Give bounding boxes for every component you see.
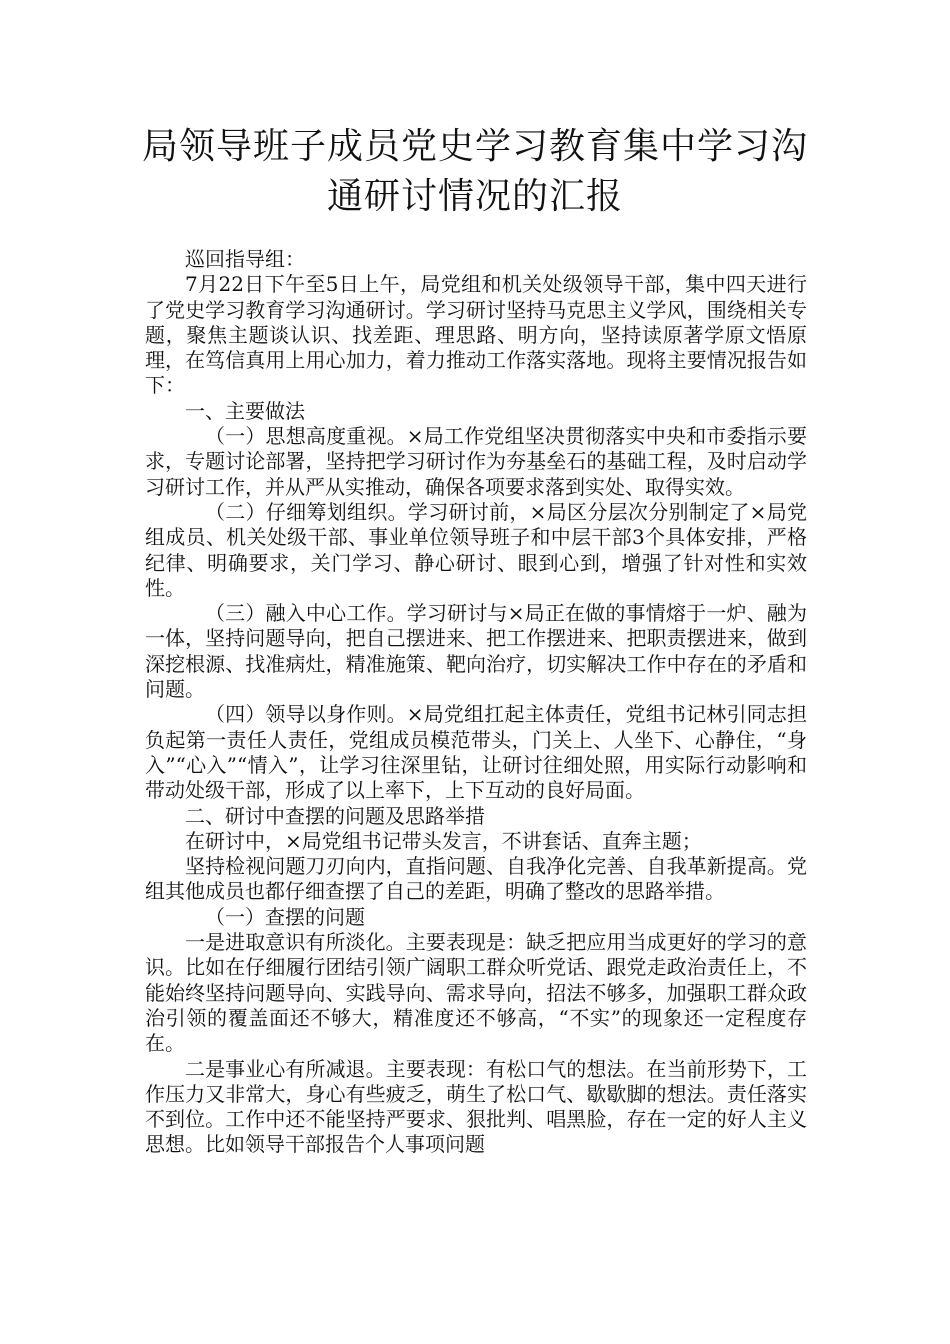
problem-paragraph-1: 一是进取意识有所淡化。主要表现是：缺乏把应用当成更好的学习的意识。比如在仔细履行团结引领广阔职工群众听党话、跟党走政治责任上，不能始终坚持问题导向、实践导向、需求导向，招法不够多，加强职工群众政治引领的覆盖面还不够大，精准度还不够高，“不实”的现象还一定程度存在。 xyxy=(145,930,807,1056)
subsection-4: （四）领导以身作则。×局党组扛起主体责任，党组书记林引同志担负起第一责任人责任，党组成员模范带头，门关上、人坐下、心静住，“身入”“心入”“情入”，让学习往深里钻，让研讨往细处照，用实际行动影响和带动处级干部，形成了以上率下，上下互动的良好局面。 xyxy=(145,702,807,803)
salutation: 巡回指导组： xyxy=(185,247,305,271)
subsection-heading: （一）查摆的问题 xyxy=(205,904,365,929)
problem-paragraph-2: 二是事业心有所减退。主要表现：有松口气的想法。在当前形势下，工作压力又非常大，身心有些疲乏，萌生了松口气、歇歇脚的想法。责任落实不到位。工作中还不能坚持严要求、狠批判、唱黑脸，存在一定的好人主义思想。比如领导干部报告个人事项问题 xyxy=(145,1056,807,1157)
subsection-1: （一）思想高度重视。×局工作党组坚决贯彻落实中央和市委指示要求，专题讨论部署，坚持把学习研讨作为夯基垒石的基础工程，及时启动学习研讨工作，并从严从实推动，确保各项要求落到实处、取得实效。 xyxy=(145,424,807,499)
section-heading-1: 一、主要做法 xyxy=(185,398,305,423)
document-title xyxy=(100,122,850,222)
body-paragraph: 坚持检视问题刀刃向内，直指问题、自我净化完善、自我革新提高。党组其他成员也都仔细查摆了自己的差距，明确了整改的思路举措。 xyxy=(145,854,807,904)
subsection-3: （三）融入中心工作。学习研讨与×局正在做的事情熔于一炉、融为一体，坚持问题导向，把自己摆进来、把工作摆进来、把职责摆进来，做到深挖根源、找准病灶，精准施策、靶向治疗，切实解决工作中存在的矛盾和问题。 xyxy=(145,601,807,702)
subsection-2: （二）仔细筹划组织。学习研讨前，×局区分层次分别制定了×局党组成员、机关处级干部、事业单位领导班子和中层干部3个具体安排，严格纪律、明确要求，关门学习、静心研讨、眼到心到，增强了针对性和实效性。 xyxy=(145,499,807,600)
document-body xyxy=(145,247,807,1158)
intro-paragraph: 7月22日下午至5日上午，局党组和机关处级领导干部，集中四天进行了党史学习教育学习沟通研讨。学习研讨坚持马克思主义学风，围绕相关专题，聚焦主题谈认识、找差距、理思路、明方向，坚持读原著学原文悟原理，在笃信真用上用心加力，着力推动工作落实落地。现将主要情况报告如下： xyxy=(145,272,807,398)
body-paragraph: 在研讨中，×局党组书记带头发言，不讲套话、直奔主题； xyxy=(185,828,702,853)
title-line-1: 局领导班子成员党史学习教育集中学习沟 xyxy=(141,126,808,167)
section-heading-2: 二、研讨中查摆的问题及思路举措 xyxy=(185,803,485,828)
title-line-2: 通研讨情况的汇报 xyxy=(326,176,623,217)
